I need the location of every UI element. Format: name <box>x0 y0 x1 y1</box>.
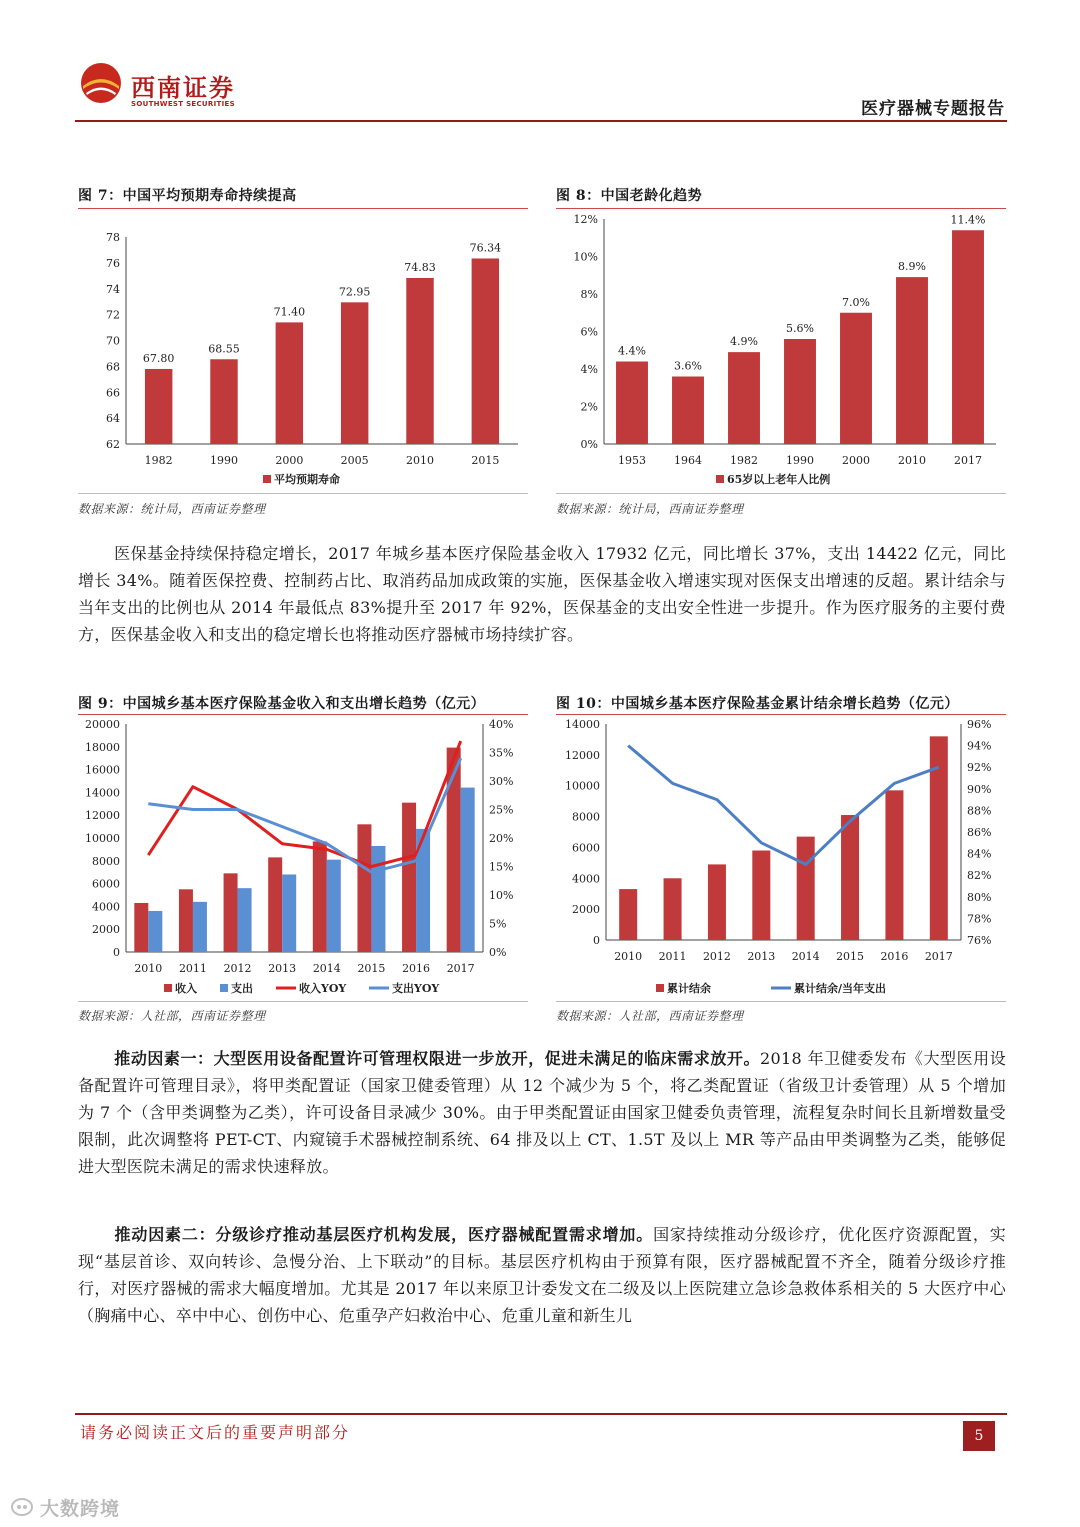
x-tick-label: 2015 <box>357 962 386 975</box>
bar <box>276 322 303 444</box>
y2-tick-label: 35% <box>489 746 514 760</box>
bar-0 <box>708 864 726 940</box>
y-tick-label: 0 <box>113 946 120 959</box>
x-tick-label: 2014 <box>791 950 820 963</box>
y2-tick-label: 30% <box>489 775 514 788</box>
fig9-chart <box>78 715 528 1000</box>
legend-label: 收入 <box>175 982 197 995</box>
legend-label: 65岁以上老年人比例 <box>727 473 831 486</box>
y-tick-label: 68 <box>106 360 120 374</box>
y-tick-label: 20000 <box>85 718 120 731</box>
x-tick-label: 1953 <box>618 454 646 467</box>
fig9-title: 图 9：中国城乡基本医疗保险基金收入和支出增长趋势（亿元） <box>78 696 486 712</box>
fig10-bottom-rule <box>556 1001 1006 1002</box>
x-tick-label: 2010 <box>614 950 643 963</box>
fig9-bottom-rule <box>78 1001 528 1002</box>
x-tick-label: 2010 <box>406 454 434 467</box>
fig7-chart <box>78 209 528 492</box>
legend-swatch <box>656 984 664 992</box>
bar-1 <box>193 902 207 952</box>
y2-tick-label: 20% <box>489 832 514 845</box>
y2-tick-label: 78% <box>967 912 992 926</box>
y2-tick-label: 88% <box>967 804 992 818</box>
x-tick-label: 2000 <box>842 454 870 467</box>
brand-name-cn: 西南证券 <box>131 73 235 102</box>
bar <box>145 369 172 444</box>
y-tick-label: 4000 <box>92 900 120 914</box>
x-tick-label: 2011 <box>658 950 687 963</box>
fig8-chart <box>556 209 1006 492</box>
data-label: 4.9% <box>730 335 758 349</box>
bar-0 <box>179 889 193 952</box>
fig8-title: 图 8：中国老龄化趋势 <box>556 188 703 204</box>
bar <box>728 352 760 444</box>
y2-tick-label: 90% <box>967 782 992 796</box>
y-tick-label: 0% <box>580 438 598 451</box>
page-number: 5 <box>963 1421 995 1451</box>
paragraph-2 <box>78 1045 1006 1180</box>
y-tick-label: 64 <box>106 412 120 426</box>
x-tick-label: 2012 <box>702 950 731 963</box>
x-tick-label: 2017 <box>954 454 982 467</box>
x-tick-label: 2016 <box>880 950 909 963</box>
y-tick-label: 74 <box>106 282 120 296</box>
y-tick-label: 10000 <box>565 779 600 793</box>
bar <box>952 230 984 444</box>
y-tick-label: 62 <box>106 438 120 451</box>
watermark-text: 大数跨境 <box>40 1498 121 1520</box>
y-tick-label: 78 <box>106 231 120 244</box>
y-tick-label: 8000 <box>572 810 600 824</box>
x-tick-label: 2000 <box>275 454 304 467</box>
y-tick-label: 14000 <box>85 786 120 800</box>
legend-label: 收入YOY <box>299 982 347 995</box>
bar-0 <box>447 748 461 952</box>
y-tick-label: 12% <box>573 213 598 226</box>
paragraph-2-body: 2018 年卫健委发布《大型医用设备配置许可管理目录》，将甲类配置证（国家卫健委管理）从 12 个减少为 5 个，将乙类配置证（省级卫计委管理）从 5 个增加为 7 个（含甲类调整为乙类），许可设备目录减少 30%。由于甲类配置证由国家卫健委负责管理，流程复杂时间长且新增数量受限制，此次调整将 PET-CT、内窥镜手术器械控制系统、64 排及以上 CT、1.5T 及以上 MR 等产品由甲类调整为乙类，能够促进大型医院未满足的需求快速释放。 <box>78 1049 1007 1176</box>
legend-swatch <box>716 475 724 483</box>
bar-0 <box>797 837 815 940</box>
legend-label: 平均预期寿命 <box>274 473 340 486</box>
bar <box>406 278 433 444</box>
y-tick-label: 4% <box>580 363 598 376</box>
x-tick-label: 1990 <box>786 454 814 467</box>
x-tick-label: 2017 <box>924 950 953 963</box>
bar-0 <box>224 873 238 952</box>
bar <box>672 377 704 445</box>
y-tick-label: 10% <box>573 250 598 264</box>
y-tick-label: 6% <box>580 325 598 339</box>
y2-tick-label: 5% <box>489 917 507 931</box>
y-tick-label: 8% <box>580 288 598 301</box>
y-tick-label: 6000 <box>572 841 600 855</box>
y2-tick-label: 92% <box>967 761 992 775</box>
data-label: 5.6% <box>786 322 814 335</box>
y2-tick-label: 80% <box>967 890 992 904</box>
data-label: 76.34 <box>469 241 502 255</box>
bar-1 <box>461 788 475 952</box>
x-tick-label: 2010 <box>898 454 926 467</box>
bar-1 <box>282 874 296 952</box>
bar-1 <box>238 888 252 952</box>
footer-divider <box>75 1413 1007 1415</box>
x-tick-label: 2012 <box>223 962 252 975</box>
x-tick-label: 2010 <box>134 962 163 975</box>
y-tick-label: 2000 <box>92 923 120 937</box>
y-tick-label: 6000 <box>92 877 120 891</box>
y-tick-label: 10000 <box>85 832 120 845</box>
data-label: 8.9% <box>898 260 926 274</box>
fig7-bottom-rule <box>78 493 528 494</box>
y-tick-label: 70 <box>106 334 120 348</box>
legend-swatch <box>220 984 228 992</box>
data-label: 7.0% <box>842 295 870 309</box>
legend-swatch <box>263 475 271 483</box>
x-tick-label: 2005 <box>340 454 369 467</box>
paragraph-3-body: 国家持续推动分级诊疗，优化医疗资源配置，实现“基层首诊、双向转诊、急慢分治、上下联动”的目标。基层医疗机构由于预算有限，医疗器械配置不齐全，随着分级诊疗推行，对医疗器械的需求大幅度增加。尤其是 2017 年以来原卫计委发文在二级及以上医院建立急诊急救体系相关的 5 大医疗中心（胸痛中心、卒中中心、创伤中心、危重孕产妇救治中心、危重儿童和新生儿 <box>78 1225 1006 1325</box>
fig10-source: 数据来源：人社部，西南证券整理 <box>556 1009 744 1023</box>
data-label: 3.6% <box>674 359 702 373</box>
x-tick-label: 2013 <box>747 950 776 963</box>
legend-label: 支出YOY <box>392 982 440 995</box>
bar-0 <box>752 851 770 940</box>
y-tick-label: 66 <box>106 386 120 400</box>
x-tick-label: 2014 <box>312 962 341 975</box>
y2-tick-label: 25% <box>489 803 514 817</box>
data-label: 71.40 <box>273 305 306 319</box>
y-tick-label: 72 <box>106 308 120 322</box>
bar-1 <box>148 911 162 952</box>
y2-tick-label: 82% <box>967 869 992 883</box>
company-logo-icon <box>80 62 122 104</box>
y2-tick-label: 86% <box>967 826 992 839</box>
bar <box>840 313 872 444</box>
fig8-bottom-rule <box>556 493 1006 494</box>
legend-swatch <box>164 984 172 992</box>
x-tick-label: 2011 <box>178 962 207 975</box>
header-divider <box>75 120 1007 122</box>
x-tick-label: 2016 <box>402 962 431 975</box>
fig9-source: 数据来源：人社部，西南证券整理 <box>78 1009 266 1023</box>
y-tick-label: 2000 <box>572 903 600 917</box>
y-tick-label: 8000 <box>92 854 120 868</box>
fig8-source: 数据来源：统计局，西南证券整理 <box>556 502 744 516</box>
y2-tick-label: 0% <box>489 946 507 959</box>
bar <box>784 339 816 444</box>
bar-0 <box>134 903 148 952</box>
y-tick-label: 0 <box>593 934 600 947</box>
legend-label: 支出 <box>231 982 253 995</box>
report-title: 医疗器械专题报告 <box>861 99 1005 119</box>
bar-0 <box>619 889 637 940</box>
x-tick-label: 2015 <box>836 950 865 963</box>
bar-0 <box>664 878 682 940</box>
y2-tick-label: 94% <box>967 739 992 753</box>
bar-0 <box>885 790 903 940</box>
bar-0 <box>841 815 859 940</box>
fig7-title: 图 7：中国平均预期寿命持续提高 <box>78 188 297 204</box>
x-tick-label: 1982 <box>730 454 758 467</box>
legend-label: 累计结余 <box>667 982 711 995</box>
fig10-title: 图 10：中国城乡基本医疗保险基金累计结余增长趋势（亿元） <box>556 696 959 712</box>
paragraph-1-text: 医保基金持续保持稳定增长，2017 年城乡基本医疗保险基金收入 17932 亿元，同比增长 37%，支出 14422 亿元，同比增长 34%。随着医保控费、控制药占比、取消药品加成政策的实施，医保基金收入增速实现对医保支出增速的反超。累计结余与当年支出的比例也从 2014 年最低点 83%提升至 2017 年 92%，医保基金的支出安全性进一步提升。作为医疗服务的主要付费方，医保基金收入和支出的稳定增长也将推动医疗器械市场持续扩容。 <box>78 544 1006 644</box>
bar-0 <box>402 803 416 952</box>
bar-1 <box>371 846 385 952</box>
bar <box>896 277 928 444</box>
legend-label: 累计结余/当年支出 <box>794 982 887 995</box>
y-tick-label: 12000 <box>565 748 600 762</box>
data-label: 11.4% <box>950 213 986 227</box>
bar <box>341 302 368 444</box>
bar-0 <box>930 736 948 940</box>
footer-notice: 请务必阅读正文后的重要声明部分 <box>80 1423 351 1442</box>
y-tick-label: 14000 <box>565 718 600 731</box>
y2-tick-label: 15% <box>489 860 514 874</box>
watermark-logo-icon <box>10 1495 38 1519</box>
x-tick-label: 2015 <box>471 454 500 467</box>
bar-0 <box>268 857 282 952</box>
x-tick-label: 1964 <box>674 454 702 467</box>
y2-tick-label: 76% <box>967 934 992 947</box>
bar <box>472 258 499 444</box>
bar-0 <box>357 824 371 952</box>
data-label: 68.55 <box>208 342 240 356</box>
fig10-chart <box>556 715 1006 1000</box>
x-tick-label: 1982 <box>144 454 173 467</box>
y2-tick-label: 96% <box>967 718 992 731</box>
bar <box>616 362 648 445</box>
paragraph-3 <box>78 1221 1006 1329</box>
x-tick-label: 2017 <box>446 962 475 975</box>
bar <box>210 359 237 444</box>
x-tick-label: 1990 <box>210 454 238 467</box>
page-header <box>75 58 1007 122</box>
y-tick-label: 16000 <box>85 763 120 777</box>
y2-tick-label: 10% <box>489 889 514 902</box>
data-label: 72.95 <box>338 285 371 299</box>
paragraph-1 <box>78 540 1006 648</box>
y-tick-label: 4000 <box>572 872 600 886</box>
y2-tick-label: 40% <box>489 718 514 731</box>
paragraph-3-lead: 推动因素二：分级诊疗推动基层医疗机构发展，医疗器械配置需求增加。 <box>114 1225 654 1244</box>
y-tick-label: 76 <box>106 256 120 270</box>
paragraph-2-lead: 推动因素一：大型医用设备配置许可管理权限进一步放开，促进未满足的临床需求放开。 <box>114 1049 761 1068</box>
data-label: 74.83 <box>404 261 436 275</box>
y-tick-label: 18000 <box>85 740 120 754</box>
fig7-source: 数据来源：统计局，西南证券整理 <box>78 502 266 516</box>
x-tick-label: 2013 <box>268 962 297 975</box>
y-tick-label: 2% <box>580 400 598 414</box>
data-label: 67.80 <box>142 351 175 365</box>
brand-name-en: SOUTHWEST SECURITIES <box>131 100 235 108</box>
watermark <box>10 1492 150 1520</box>
bar-1 <box>327 860 341 952</box>
data-label: 4.4% <box>618 344 646 358</box>
y2-tick-label: 84% <box>967 847 992 861</box>
bar-0 <box>313 841 327 952</box>
y-tick-label: 12000 <box>85 809 120 823</box>
